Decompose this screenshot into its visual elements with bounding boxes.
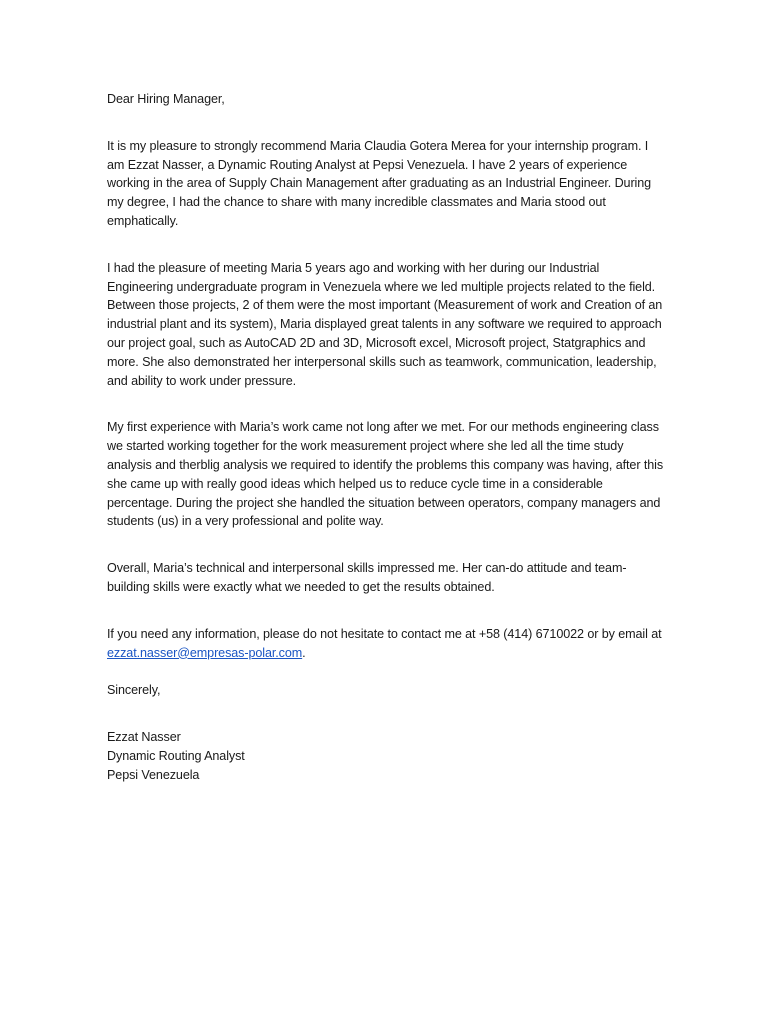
contact-text-end: . [302,645,306,660]
signature-company: Pepsi Venezuela [107,767,200,782]
closing: Sincerely, [107,683,161,698]
email-link[interactable]: ezzat.nasser@empresas-polar.com [107,645,303,660]
contact-text: If you need any information, please do not hesitate to contact me at +58 (414) 6710022 or by email at [107,626,662,641]
salutation: Dear Hiring Manager, [107,92,225,106]
paragraph-introduction: It is my pleasure to strongly recommend Maria Claudia Gotera Merea for your internship program. I am Ezzat Nasser, a Dynamic Routing Analyst at Pepsi Venezuela. I have 2 years of experience working in the area of Supply Chain Management after graduating as an Industrial Engineer. During my degree, I had the chance to share with many incredible classmates and Maria stood out emphatically. [107,138,652,228]
paragraph-overall: Overall, Maria’s technical and interpersonal skills impressed me. Her can-do attitude and team-building skills were exactly what we needed to get the results obtained. [107,561,627,594]
letter-body [107,90,667,785]
signature-title: Dynamic Routing Analyst [107,748,245,763]
signature-block [107,728,667,784]
paragraph-contact [107,625,667,663]
signature-name: Ezzat Nasser [107,730,181,745]
paragraph-first-experience: My first experience with Maria’s work came not long after we met. For our methods engineering class we started working together for the work measurement project where she led all the time study analysis and therblig analysis we required to identify the problems this company was having, after this she came up with really good ideas which helped us to reduce cycle time in a considerable percentage. During the project she handled the situation between operators, company managers and students (us) in a very professional and polite way. [107,420,664,529]
paragraph-projects: I had the pleasure of meeting Maria 5 years ago and working with her during our Industrial Engineering undergraduate program in Venezuela where we led multiple projects related to the field. Between those projects, 2 of them were the most important (Measurement of work and Creation of an industrial plant and its system), Maria displayed great talents in any software we required to approach our project goal, such as AutoCAD 2D and 3D, Microsoft excel, Microsoft project, Statgraphics and more. She also demonstrated her interpersonal skills such as teamwork, communication, leadership, and ability to work under pressure. [107,260,663,388]
